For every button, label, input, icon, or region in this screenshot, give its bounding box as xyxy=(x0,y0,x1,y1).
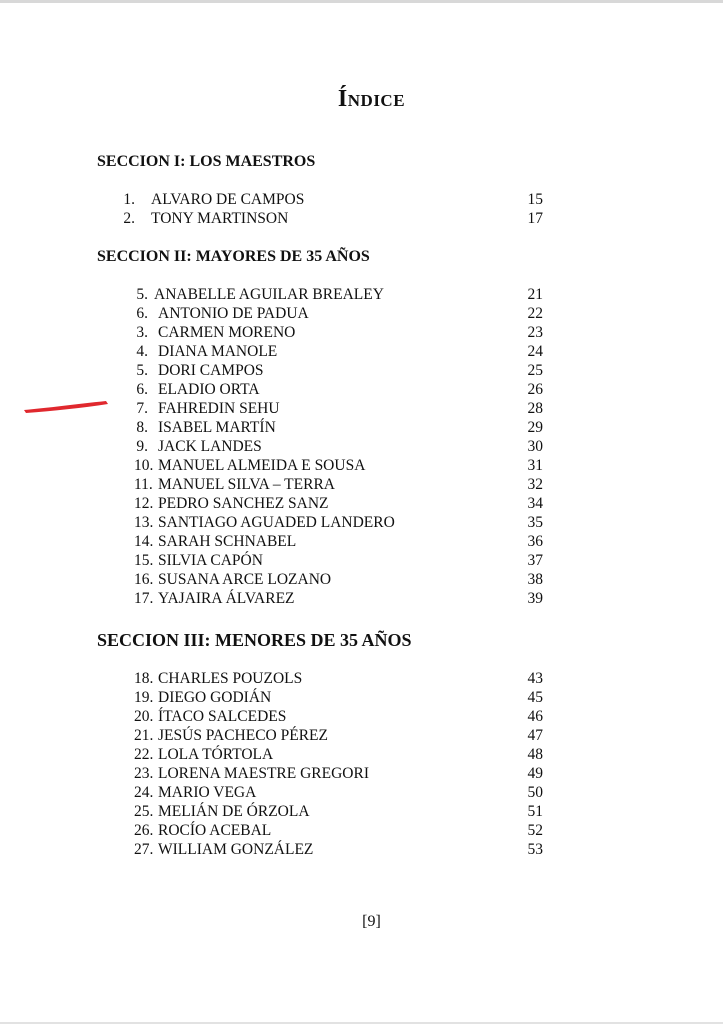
top-border xyxy=(0,0,723,3)
section-heading: SECCION II: MAYORES DE 35 AÑOS xyxy=(97,248,370,265)
section-heading: SECCION III: MENORES DE 35 AÑOS xyxy=(97,630,412,650)
page-title: ÍNDICE xyxy=(337,86,406,112)
page-number: [9] xyxy=(362,913,381,930)
red-annotation-stroke xyxy=(22,396,112,416)
section-heading: SECCION I: LOS MAESTROS xyxy=(97,153,316,170)
